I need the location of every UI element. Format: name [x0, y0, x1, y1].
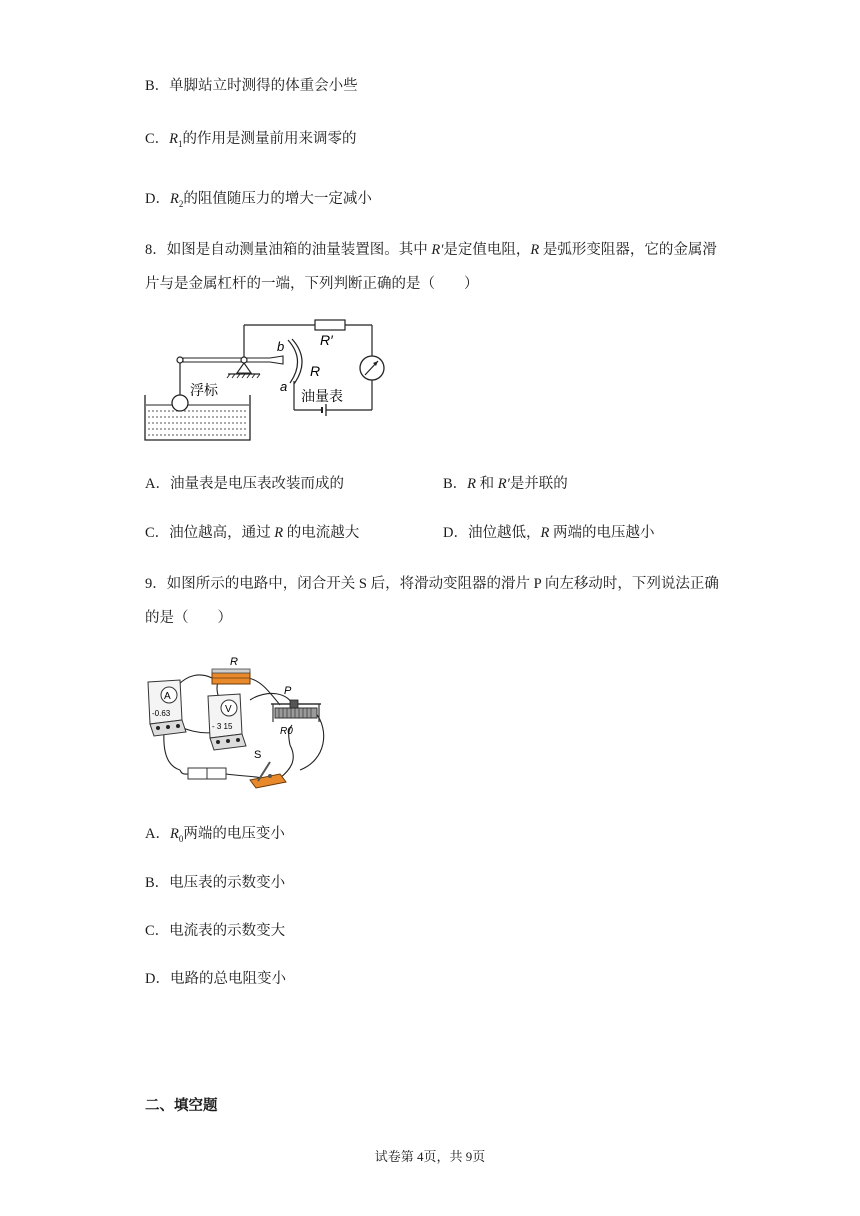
q8-option-d: [443, 521, 654, 542]
q9-option-d: D．电路的总电阻变小: [145, 971, 286, 987]
q8-stem-part3: 是弧形变阻器，它的金属滑片与是金属杠杆的一端，下列判断正确的是（ ）: [145, 242, 717, 292]
label-gauge: 油量表: [301, 388, 343, 404]
ammeter: [148, 680, 186, 736]
label-r: R: [230, 656, 238, 668]
q8-stem-rprime: R′: [431, 242, 444, 258]
q7-option-d-var: R: [169, 191, 179, 207]
q7-option-d-prefix: D．: [145, 191, 170, 207]
q8-option-b-prefix: B．: [443, 476, 468, 492]
slide-rheostat: [271, 700, 321, 722]
q7-option-d: [145, 187, 372, 209]
q8-stem: [145, 233, 720, 301]
label-r: R: [310, 363, 321, 379]
q7-option-b: B．单脚站立时测得的体重会小些: [145, 78, 358, 94]
voltmeter-label: V: [225, 704, 232, 715]
q7-option-d-text: 的阻值随压力的增大一定减小: [183, 191, 372, 207]
q8-option-d-part1: D．油位越低，: [443, 525, 541, 541]
q9-option-a-sub: 0: [178, 833, 184, 844]
q9-option-a-var: R: [169, 826, 179, 842]
wires: [164, 675, 324, 778]
q8-option-c: [145, 521, 359, 542]
ammeter-scale: -0.63: [152, 709, 171, 718]
q7-option-c-var: R: [169, 131, 179, 147]
q8-option-c-part2: 的电流越大: [283, 525, 360, 541]
q9-option-c: C．电流表的示数变大: [145, 923, 286, 939]
q8-oil-gauge-figure: [140, 315, 385, 445]
q7-option-c: [145, 127, 357, 149]
voltmeter: [208, 694, 246, 750]
section-heading: 二、填空题: [145, 1098, 218, 1114]
q8-option-a: A．油量表是电压表改装而成的: [145, 476, 344, 492]
oil-liquid: [146, 405, 249, 435]
q9-stem: 9．如图所示的电路中，闭合开关 S 后，将滑动变阻器的滑片 P 向左移动时，下列说法正确的是（ ）: [145, 576, 719, 626]
q9-option-b: B．电压表的示数变小: [145, 875, 286, 891]
slider-p: [290, 700, 298, 708]
label-r0: R0: [280, 726, 293, 737]
label-r-prime: R′: [320, 332, 333, 348]
q8-option-c-r: R: [274, 525, 284, 541]
label-s: S: [254, 749, 262, 761]
label-a: a: [280, 379, 288, 394]
q8-stem-part1: 8．如图是自动测量油箱的油量装置图。其中: [145, 242, 432, 258]
q8-stem-part2: 是定值电阻，: [443, 242, 531, 258]
label-b: b: [277, 339, 285, 354]
q8-option-b-mid: 和: [476, 476, 498, 492]
q8-option-b-rprime: R′: [497, 476, 510, 492]
q9-option-a-prefix: A．: [145, 826, 170, 842]
q9-circuit-figure: [140, 650, 335, 790]
q8-stem-r: R: [530, 242, 540, 258]
q7-option-c-prefix: C．: [145, 131, 170, 147]
battery-pack: [188, 768, 226, 779]
q8-option-b-r: R: [467, 476, 477, 492]
switch-s: [250, 762, 286, 788]
q8-option-d-r: R: [540, 525, 550, 541]
q9-option-a: [145, 822, 285, 844]
voltmeter-scale: - 3 15: [212, 722, 233, 731]
ammeter-label: A: [164, 691, 171, 702]
fixed-resistor: [315, 320, 345, 330]
q7-option-c-sub: 1: [178, 138, 183, 149]
q7-option-d-sub: 2: [178, 198, 184, 209]
label-float: 浮标: [190, 382, 218, 398]
float-ball: [172, 395, 188, 411]
label-p: P: [284, 685, 292, 697]
arc-resistor: [288, 340, 298, 383]
q8-option-b-end: 是并联的: [509, 476, 568, 492]
q7-option-c-text: 的作用是测量前用来调零的: [182, 131, 357, 147]
q9-option-a-text: 两端的电压变小: [183, 826, 285, 842]
q8-option-d-part2: 两端的电压越小: [549, 525, 655, 541]
lever: [183, 356, 283, 364]
q8-option-b: [443, 472, 568, 493]
q8-option-c-part1: C．油位越高，通过: [145, 525, 275, 541]
page-footer: 试卷第 4页，共 9页: [374, 1149, 486, 1164]
